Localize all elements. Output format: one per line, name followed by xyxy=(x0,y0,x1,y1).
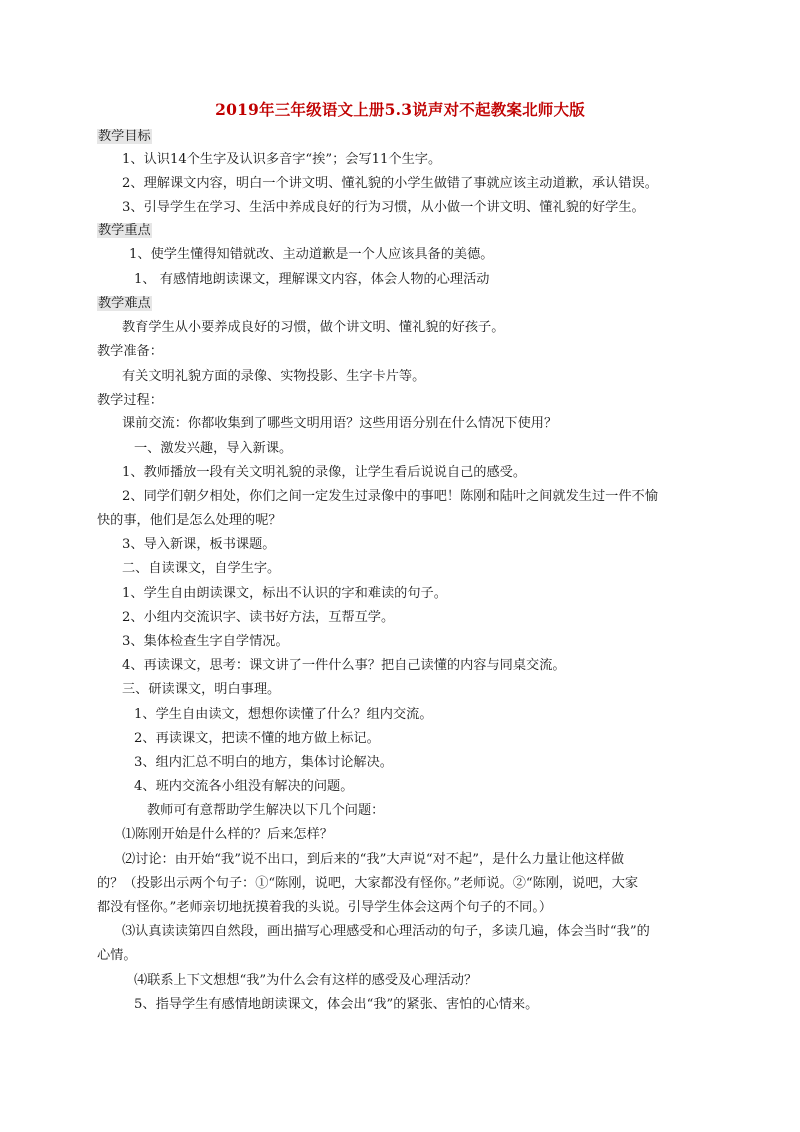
process-step-3-teacher-help: 教师可有意帮助学生解决以下几个问题： xyxy=(147,803,385,818)
process-step-3-item-2: 2、再读课文，把读不懂的地方做上标记。 xyxy=(134,731,380,746)
process-step-1-item-2-line-1: 2、同学们朝夕相处，你们之间一定发生过录像中的事吧！陈刚和陆叶之间就发生过一件不愉 xyxy=(122,489,658,504)
process-step-3-item-3: 3、组内汇总不明白的地方，集体讨论解决。 xyxy=(134,755,393,770)
process-step-3-item-4: 4、班内交流各小组没有解决的问题。 xyxy=(134,779,354,794)
process-step-2-item-3: 3、集体检查生字自学情况。 xyxy=(122,634,289,649)
question-4: ⑷联系上下文想想“我”为什么会有这样的感受及心理活动？ xyxy=(134,973,478,988)
key-item-2: 1、 有感情地朗读课文，理解课文内容，体会人物的心理活动 xyxy=(134,272,490,287)
difficulty-item-1: 教育学生从小要养成良好的习惯，做个讲文明、懂礼貌的好孩子。 xyxy=(122,320,505,335)
question-3-line-1: ⑶认真读读第四自然段，画出描写心理感受和心理活动的句子，多读几遍，体会当时“我”的 xyxy=(122,924,650,939)
process-step-3-item-5: 5、指导学生有感情地朗读课文，体会出“我”的紧张、害怕的心情来。 xyxy=(134,997,539,1012)
process-step-2-item-2: 2、小组内交流识字、读书好方法，互帮互学。 xyxy=(122,610,395,625)
process-step-1-item-1: 1、教师播放一段有关文明礼貌的录像，让学生看后说说自己的感受。 xyxy=(122,465,527,480)
heading-difficulties: 教学难点 xyxy=(98,296,151,311)
key-item-1: 1、使学生懂得知错就改、主动道歉是一个人应该具备的美德。 xyxy=(129,247,494,262)
document-title: 2019年三年级语文上册5.3说声对不起教案北师大版 xyxy=(215,100,585,119)
preparation-item-1: 有关文明礼貌方面的录像、实物投影、生字卡片等。 xyxy=(122,369,426,384)
question-2-line-3: 都没有怪你。”老师亲切地抚摸着我的头说。引导学生体会这两个句子的不同。） xyxy=(97,900,553,915)
goal-item-3: 3、引导学生在学习、生活中养成良好的行为习惯，从小做一个讲文明、懂礼貌的好学生。 xyxy=(122,200,645,215)
question-3-line-2: 心情。 xyxy=(97,948,137,963)
process-step-2-item-4: 4、再读课文，思考：课文讲了一件什么事？把自己读懂的内容与同桌交流。 xyxy=(122,658,566,673)
process-step-3-item-1: 1、学生自由读文，想想你读懂了什么？组内交流。 xyxy=(134,707,433,722)
question-2-line-2: 的？（投影出示两个句子：①“陈刚，说吧，大家都没有怪你。”老师说。②“陈刚，说吧，大家 xyxy=(97,876,639,891)
process-step-1-item-3: 3、导入新课，板书课题。 xyxy=(122,537,276,552)
process-step-2-item-1: 1、学生自由朗读课文，标出不认识的字和难读的句子。 xyxy=(122,586,447,601)
process-step-1-item-2-line-2: 快的事，他们是怎么处理的呢？ xyxy=(97,513,282,528)
process-step-3: 三、研读课文，明白事理。 xyxy=(122,682,281,697)
process-step-1: 一、激发兴趣，导入新课。 xyxy=(134,441,293,456)
goal-item-1: 1、认识14个生字及认识多音字“挨”；会写11个生字。 xyxy=(122,152,442,167)
process-pre-class: 课前交流：你都收集到了哪些文明用语？这些用语分别在什么情况下使用？ xyxy=(122,416,558,431)
heading-teaching-goals: 教学目标 xyxy=(98,129,151,144)
question-1: ⑴陈刚开始是什么样的？后来怎样？ xyxy=(122,827,333,842)
process-step-2: 二、自读课文，自学生字。 xyxy=(122,561,281,576)
heading-preparation: 教学准备： xyxy=(97,344,163,359)
heading-key-points: 教学重点 xyxy=(98,223,151,238)
goal-item-2: 2、理解课文内容，明白一个讲文明、懂礼貌的小学生做错了事就应该主动道歉，承认错误。 xyxy=(122,176,658,191)
heading-process: 教学过程： xyxy=(97,393,163,408)
question-2-line-1: ⑵讨论：由开始“我”说不出口，到后来的“我”大声说“对不起”，是什么力量让他这样做 xyxy=(122,852,625,867)
